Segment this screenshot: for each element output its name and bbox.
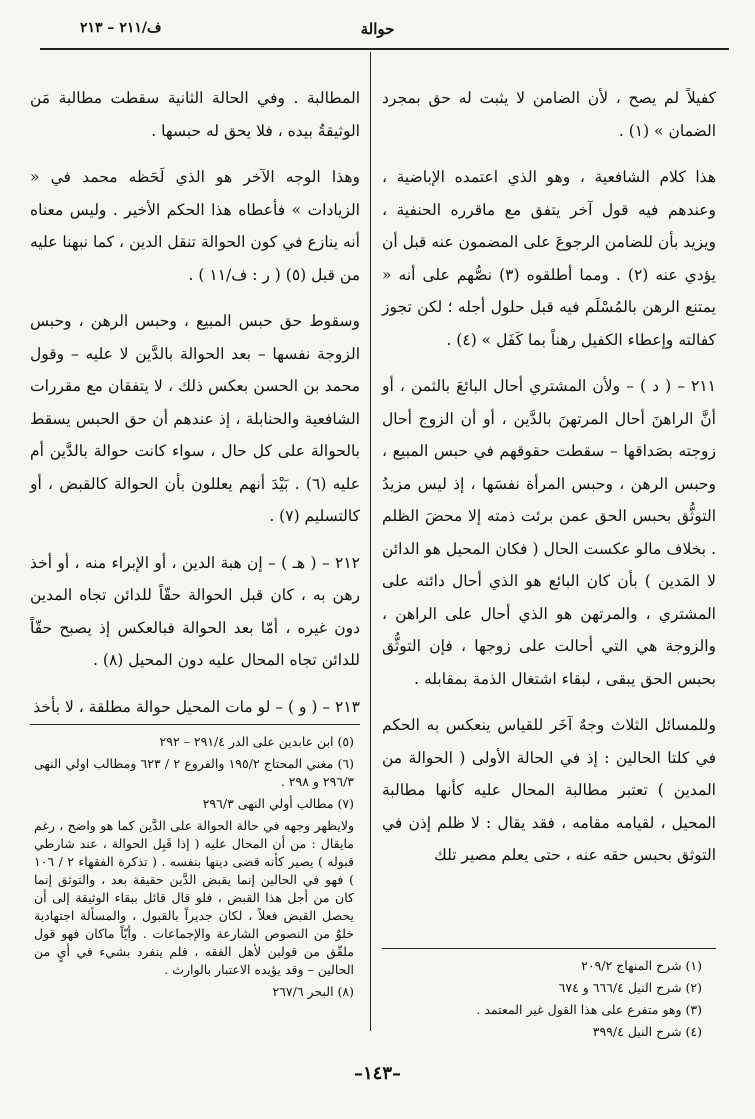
footnote-rule-left <box>30 724 360 725</box>
footnote-commentary: ولايظهر وجهه في حالة الحوالة على الدَّين كما هو واضح ، رغم مايقال : من أن المحال عليه ( إذا قَبِل الحوالة ، عند شارطي قبوله ) يصير كأنه قضى دينها بنفسه . ( تذكرة الفقهاء ٢ / ١٠٦ ) فهو في الحالين إنما يقبض الدَّين حقيقة بعد ، والتوثق إنما كان من أجل هذا القبض ، فلو قال قائل ببقاء الوثيقة إلى أن يحصل القبض فعلاً ، لكان جديراً بالقبول ، والمسألة اجتهادية خلوٌ من النصوص الشارعة والإجماعات . وأيّاً ماكان فهو قول ملفّق من قولين لأهل الفقه ، فلم ينفرد بشيء في أيٍ من الحالين – وقد يؤيده الاعتبار بالوارث . <box>34 818 354 977</box>
footnotes-left <box>34 733 354 1005</box>
section-213-paragraph: ٢١٣ – ( و ) – لو مات المحيل حوالة مطلقة ، لا بأخذ <box>33 697 360 716</box>
footnote: (٥) ابن عابدين على الدر ٢٩١/٤ – ٢٩٢ <box>159 734 354 749</box>
footnote: (٨) البحر ٢٦٧/٦ <box>272 984 354 999</box>
right-column <box>382 82 716 886</box>
page-number: –١٤٣– <box>353 1063 401 1084</box>
footnote-rule-right <box>382 948 716 949</box>
section-211-paragraph: ٢١١ – ( د ) – ولأن المشتري أحال البائعَ بالثمن ، أو أنَّ الراهنَ أحال المرتهنَ بالدَّين ، أو أن الزوج أحال زوجته بصَداقها – سقطت حقوقهم في حبس المبيع ، وحبس الرهن ، وحبس المرأة نفسَها ، إذ ليس مزيدُ التوثُّق بحبس الحق عمن برئت ذمته إلا محضَ الظلم . بخلاف مالو عكست الحال ( فكان المحيل هو الدائن لا المَدين ) بأن كان البائع هو الذي أحال دائنه على المشتري ، والمرتهن هو الذي أحال على الراهن ، والزوجة هي التي أحالت على زوجها ، فإن التوثُّق بحبس الحق يبقى ، لبقاء اشتغال الذمة بمقابله . <box>382 377 716 688</box>
footnotes-right <box>382 957 702 1045</box>
footnote: (٣) وهو متفرع على هذا القول غير المعتمد . <box>476 1002 702 1017</box>
footnote: (٧) مطالب أولي النهى ٢٩٦/٣ <box>202 796 354 811</box>
header-rule <box>40 48 729 50</box>
paragraph: وللمسائل الثلاث وجهٌ آخَر للقياس ينعكس به الحكم في كلتا الحالين : إذ في الحالة الأولى ( الحوالة من المدين ) تعتبر مطالبة المحال عليه كأنها مطالبة المحيل ، لقيامه مقامه ، فقد يقال : لا ظلم إذن في التوثق بحبس حقه عنه ، حتى يعلم مصير تلك <box>382 716 716 864</box>
paragraph: المطالبة . وفي الحالة الثانية سقطت مطالبة مَن الوثيقةُ بيده ، فلا يحق له حبسها . <box>30 89 360 140</box>
paragraph: وهذا الوجه الآخر هو الذي لَحَظه محمد في « الزيادات » فأعطاه هذا الحكم الأخير . وليس معناه أنه ينازع في كون الحوالة تنقل الدين ، كما نبهنا عليه من قبل (٥) ( ر : ف/١١ ) . <box>30 168 360 284</box>
column-divider <box>370 52 371 1031</box>
footnote: (٢) شرح النيل ٦٦٦/٤ و ٦٧٤ <box>558 980 702 995</box>
paragraph: كفيلاً لم يصح ، لأن الضامن لا يثبت له حق بمجرد الضمان » (١) . <box>382 89 716 140</box>
header-title: حوالة <box>360 20 395 38</box>
running-header <box>30 20 725 40</box>
paragraph: وسقوط حق حبس المبيع ، وحبس الرهن ، وحبس الزوجة نفسها – بعد الحوالة بالدَّين لا عليه – وقول محمد بن الحسن بعكس ذلك ، لا يتفقان مع مقررات الشافعية والحنابلة ، إذ عندهم أن حق الحبس يسقط بالحوالة على كل حال ، سواء كانت حوالة بالدَّين أم عليه (٦) . بَيْدَ أنهم يعللون بأن الحوالة كالقبض ، أو كالتسليم (٧) . <box>30 312 360 525</box>
footnote: (١) شرح المنهاج ٢٠٩/٢ <box>581 958 702 973</box>
footnote: (٦) مغني المحتاج ١٩٥/٢ والفروع ٢ / ٦٢٣ ومطالب اولي النهى ٢٩٦/٣ و ٢٩٨ . <box>34 756 354 789</box>
section-reference: ف/٢١١ – ٢١٣ <box>80 20 162 36</box>
left-column <box>30 82 360 737</box>
paragraph: هذا كلام الشافعية ، وهو الذي اعتمده الإباضية ، وعندهم فيه قول آخر يتفق مع ماقرره الحنفية ، ويزيد بأن للضامن الرجوعَ على المضمون عنه قبل أن يؤدي عنه (٢) . ومما أطلقوه (٣) نصُّهم على أنه « يمتنع الرهن بالمُسْلَم فيه قبل حلول أجله ؛ لكن تجوز كفالته وإعطاء الكفيل رهناً بما كَفَل » (٤) . <box>381 168 716 349</box>
section-212-paragraph: ٢١٢ – ( هـ ) – إن هبة الدين ، أو الإبراء منه ، أو أخذ رهن به ، كان قبل الحوالة حقّاً للدائن تجاه المدين دون غيره ، أمّا بعد الحوالة فبالعكس إذ يصبح حقّاً للدائن تجاه المحال عليه دون المحيل (٨) . <box>30 553 360 669</box>
footnote: (٤) شرح النيل ٣٩٩/٤ <box>592 1024 702 1039</box>
